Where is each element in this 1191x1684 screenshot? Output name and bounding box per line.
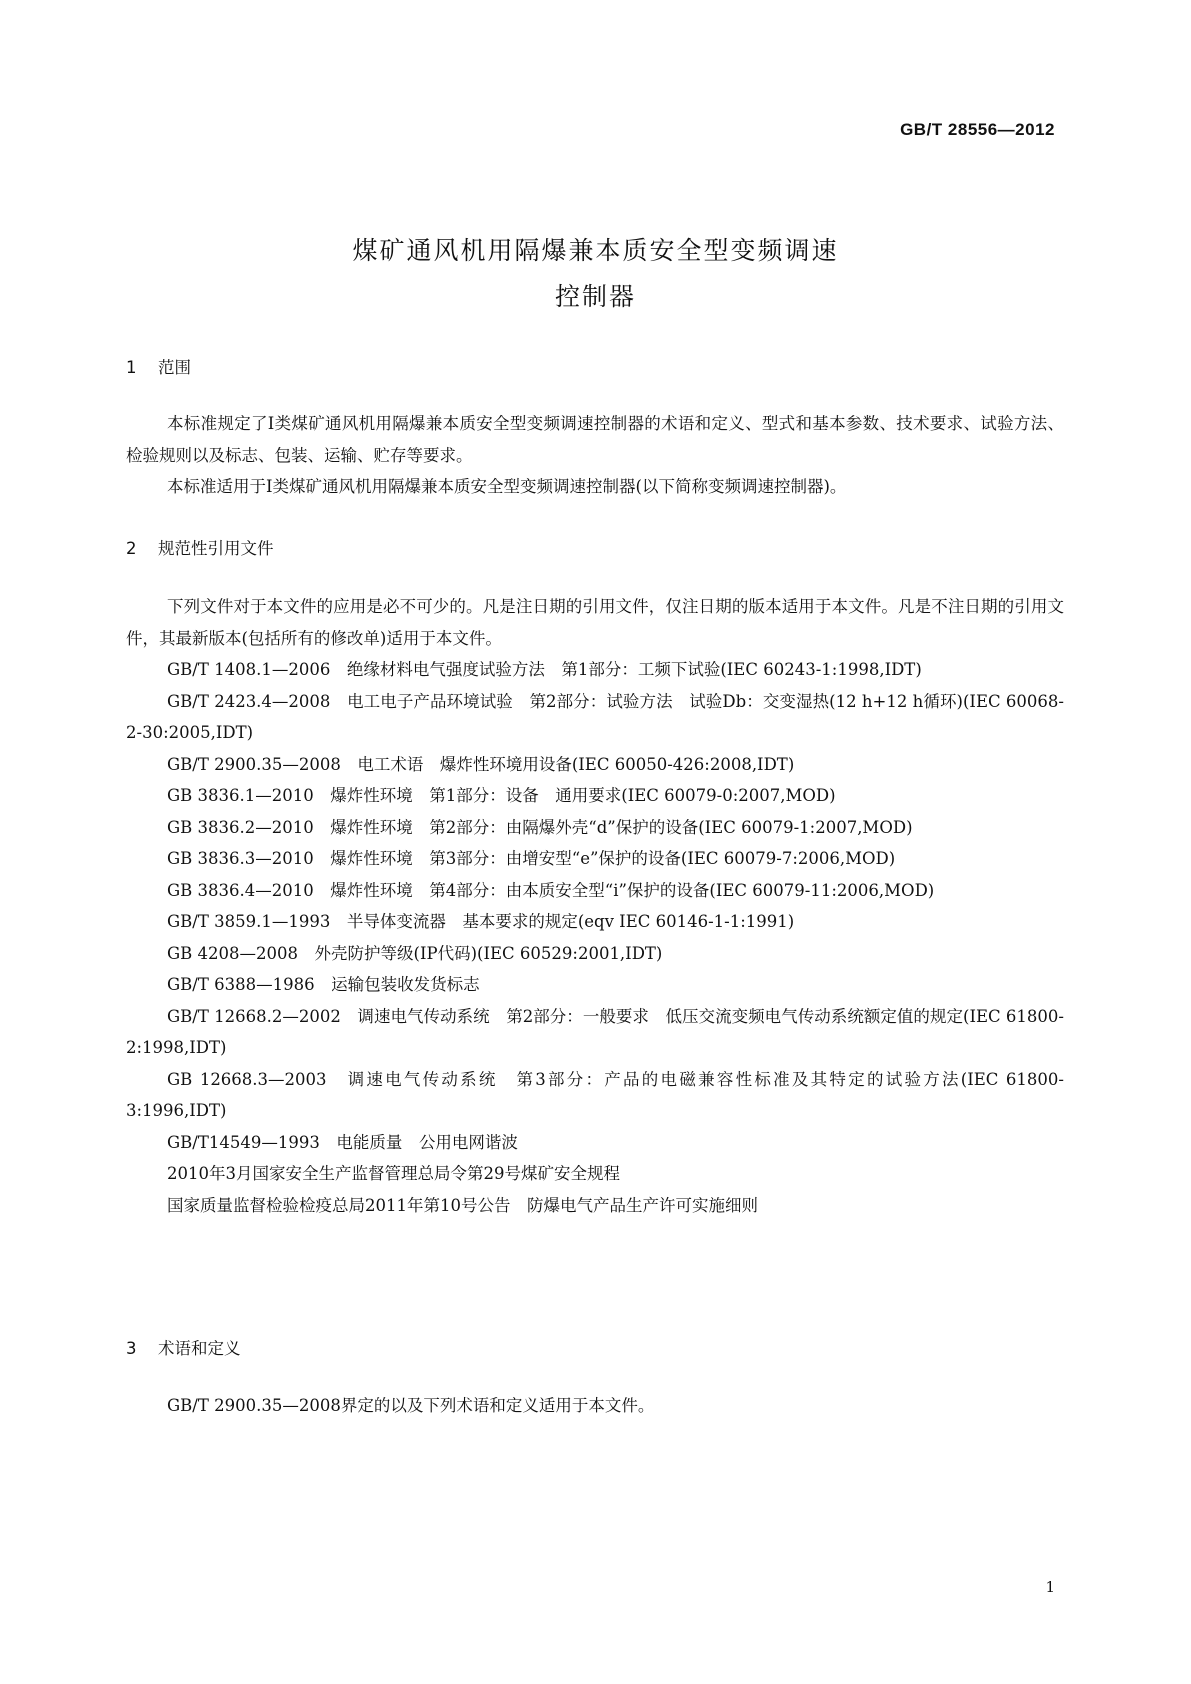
section-number: 3 [126, 1339, 137, 1358]
reference-item: GB/T 2423.4—2008 电工电子产品环境试验 第2部分：试验方法 试验Db：交变湿热(12 h+12 h循环)(IEC 60068-2-30:2005,IDT) [126, 691, 1064, 742]
section-heading-normative-references [126, 538, 274, 560]
section-title: 规范性引用文件 [158, 539, 274, 558]
reference-item: GB 4208—2008 外壳防护等级(IP代码)(IEC 60529:2001,IDT) [167, 943, 663, 963]
reference-item: GB/T 3859.1—1993 半导体变流器 基本要求的规定(eqv IEC 60146-1-1:1991) [167, 912, 795, 931]
reference-item: GB 3836.3—2010 爆炸性环境 第3部分：由增安型“e”保护的设备(IEC 60079-7:2006,MOD) [167, 849, 896, 868]
section-number: 1 [126, 358, 137, 377]
section-heading-scope [126, 357, 191, 379]
section-title: 范围 [158, 358, 191, 377]
reference-item: 2010年3月国家安全生产监督管理总局令第29号煤矿安全规程 [167, 1164, 620, 1183]
paragraph: 本标准适用于Ⅰ类煤矿通风机用隔爆兼本质安全型变频调速控制器(以下简称变频调速控制器)。 [167, 477, 847, 496]
section-heading-terms-and-definitions [126, 1338, 241, 1360]
page-number: 1 [1045, 1578, 1055, 1596]
standard-number: GB/T 28556—2012 [900, 120, 1055, 139]
reference-item: 国家质量监督检验检疫总局2011年第10号公告 防爆电气产品生产许可实施细则 [167, 1195, 758, 1215]
reference-item: GB 12668.3—2003 调速电气传动系统 第3部分：产品的电磁兼容性标准及其特定的试验方法(IEC 61800-3:1996,IDT) [126, 1069, 1064, 1120]
reference-item: GB/T14549—1993 电能质量 公用电网谐波 [167, 1132, 518, 1152]
reference-item: GB/T 6388—1986 运输包装收发货标志 [167, 975, 480, 994]
title-line-2: 控制器 [554, 282, 636, 311]
paragraph: 下列文件对于本文件的应用是必不可少的。凡是注日期的引用文件，仅注日期的版本适用于本文件。凡是不注日期的引用文件，其最新版本(包括所有的修改单)适用于本文件。 [126, 597, 1064, 648]
section-body-scope [126, 408, 1064, 503]
title-line-1: 煤矿通风机用隔爆兼本质安全型变频调速 [352, 236, 839, 265]
section-body-normative-references [126, 591, 1064, 1221]
document-title [0, 228, 1191, 320]
reference-item: GB 3836.1—2010 爆炸性环境 第1部分：设备 通用要求(IEC 60079-0:2007,MOD) [167, 786, 836, 805]
paragraph: GB/T 2900.35—2008界定的以及下列术语和定义适用于本文件。 [167, 1396, 655, 1415]
section-body-terms-and-definitions [126, 1390, 1064, 1422]
reference-item: GB/T 12668.2—2002 调速电气传动系统 第2部分：一般要求 低压交流变频电气传动系统额定值的规定(IEC 61800-2:1998,IDT) [126, 1006, 1064, 1057]
reference-item: GB/T 2900.35—2008 电工术语 爆炸性环境用设备(IEC 60050-426:2008,IDT) [167, 754, 795, 774]
reference-item: GB 3836.4—2010 爆炸性环境 第4部分：由本质安全型“i”保护的设备(IEC 60079-11:2006,MOD) [167, 880, 935, 900]
reference-item: GB 3836.2—2010 爆炸性环境 第2部分：由隔爆外壳“d”保护的设备(IEC 60079-1:2007,MOD) [167, 817, 913, 837]
section-number: 2 [126, 539, 137, 558]
reference-item: GB/T 1408.1—2006 绝缘材料电气强度试验方法 第1部分：工频下试验(IEC 60243-1:1998,IDT) [167, 660, 922, 679]
paragraph: 本标准规定了Ⅰ类煤矿通风机用隔爆兼本质安全型变频调速控制器的术语和定义、型式和基本参数、技术要求、试验方法、检验规则以及标志、包装、运输、贮存等要求。 [126, 414, 1064, 465]
section-title: 术语和定义 [158, 1339, 241, 1358]
